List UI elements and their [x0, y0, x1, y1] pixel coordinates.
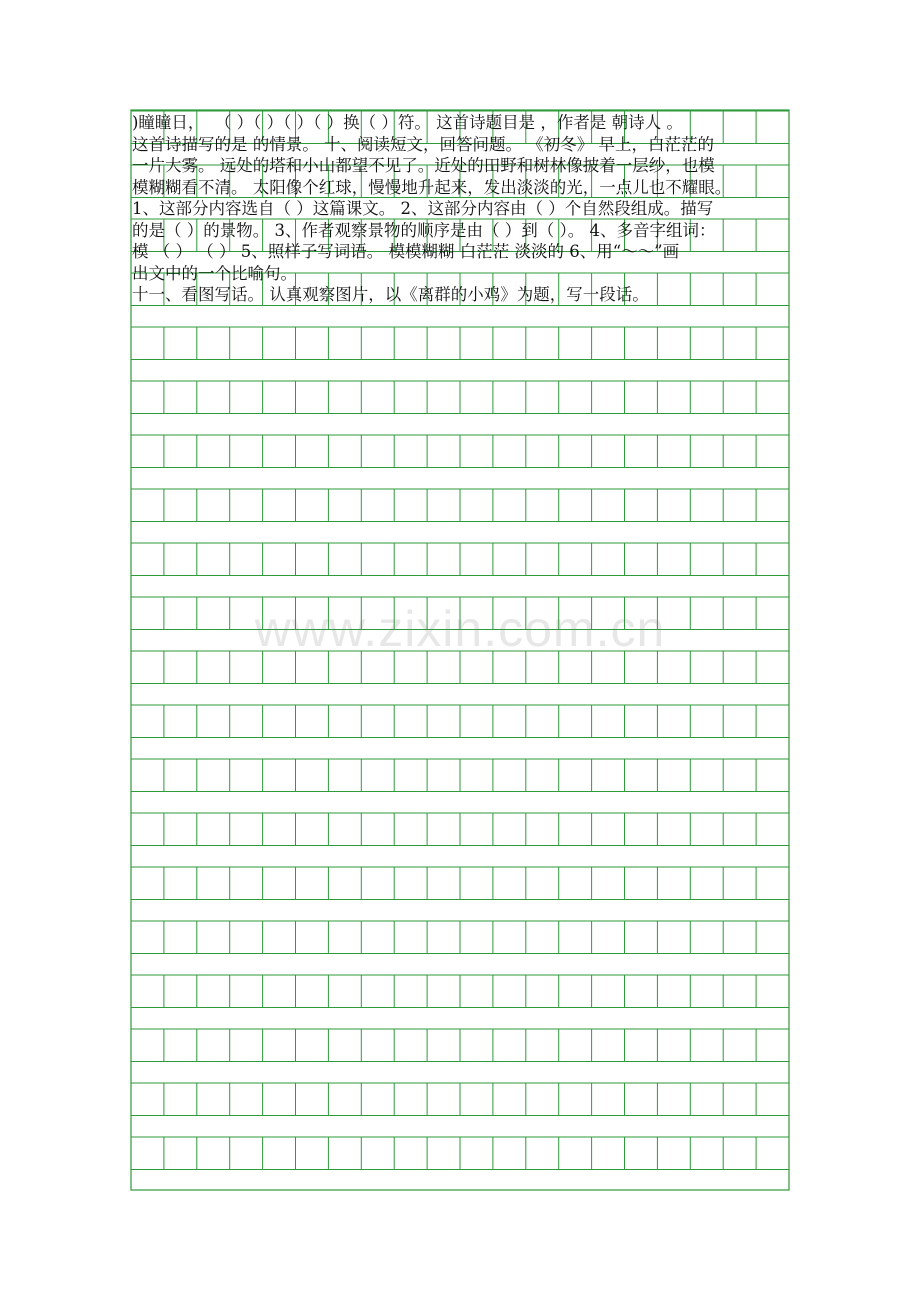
watermark: www.zixin.com.cn — [254, 601, 666, 657]
text-line-6: 的是（ ）的景物。 3、作者观察景物的顺序是由（ ）到（ ）。 4、多音字组词： — [132, 220, 716, 240]
text-line-2: 这首诗描写的是 的情景。 十、阅读短文，回答问题。 《初冬》 早上，白茫茫的 — [132, 134, 714, 154]
document-text — [132, 112, 792, 306]
text-line-7: 模 （ ） （ ） 5、照样子写词语。 模模糊糊 白茫茫 淡淡的 6、用“～～”画 — [132, 242, 680, 261]
text-line-4: 模糊糊看不清。 太阳像个红球，慢慢地升起来，发出淡淡的光，一点儿也不耀眼。 — [132, 177, 732, 197]
text-line-5: 1、这部分内容选自（ ）这篇课文。 2、这部分内容由（ ）个自然段组成。描写 — [132, 199, 714, 218]
text-line-9: 十一、看图写话。 认真观察图片，以《离群的小鸡》为题，写一段话。 — [132, 285, 649, 304]
text-line-8: 出文中的一个比喻句。 — [132, 263, 297, 283]
text-line-1: )瞳瞳日， （ ）（ ）（ ）（ ）换（ ）符。 这首诗题目是 ，作者是 朝诗人 。 — [132, 113, 683, 132]
text-line-3: 一片大雾。 远处的塔和小山都望不见了。近处的田野和树林像披着一层纱，也模 — [132, 156, 715, 175]
